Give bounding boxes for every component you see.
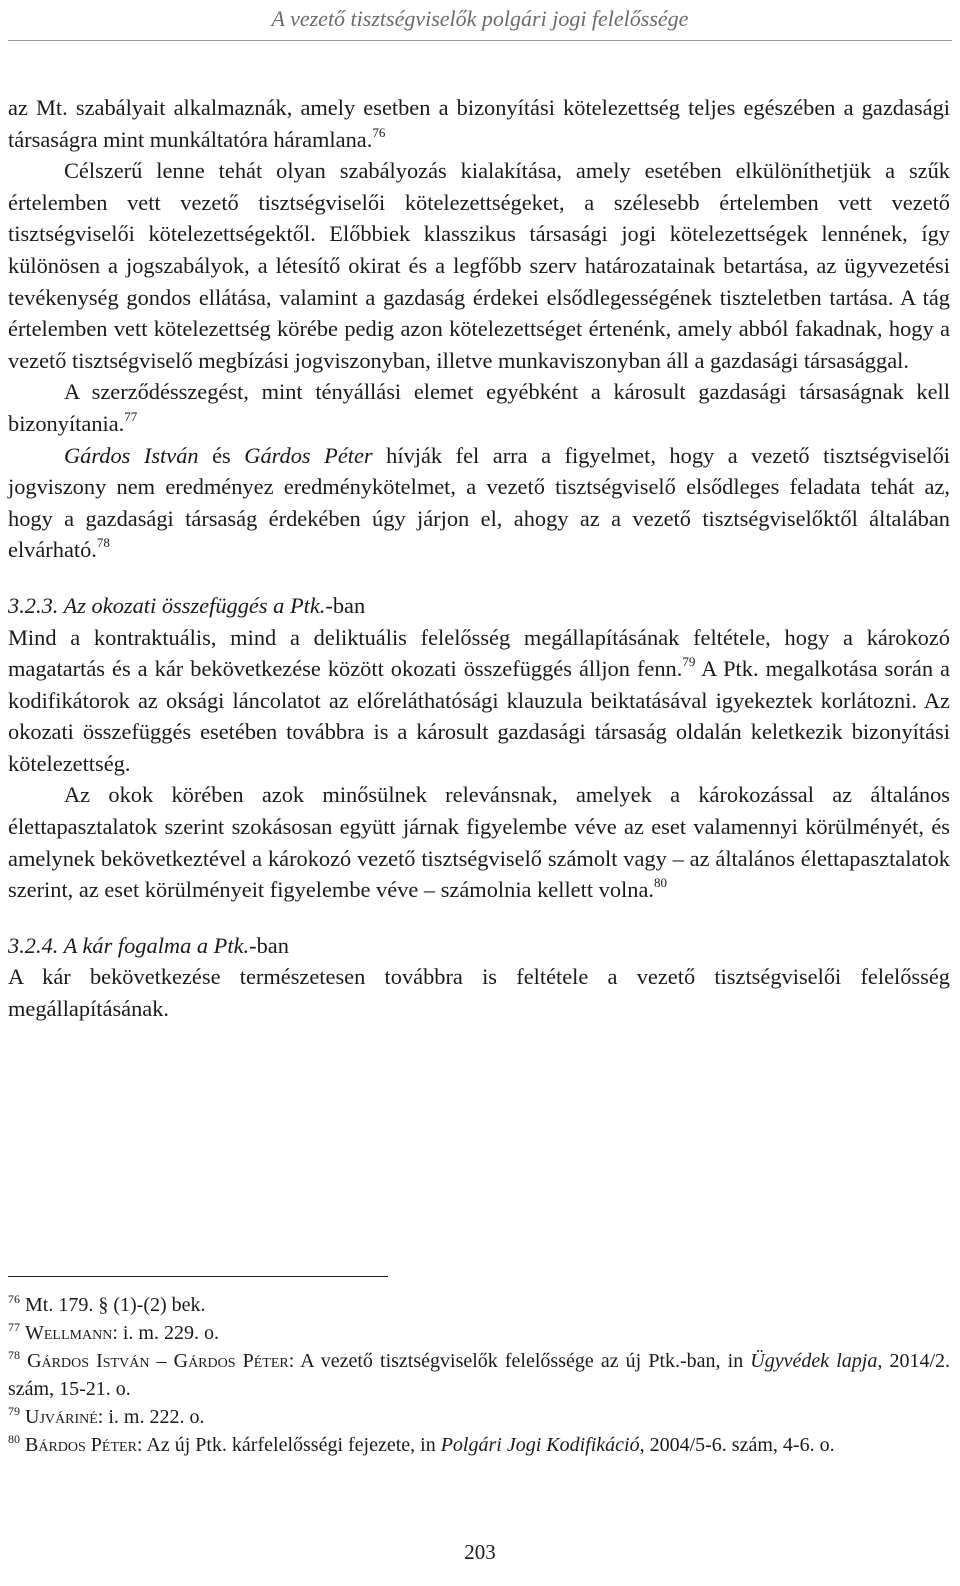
- footnote-author: Ujváriné: [25, 1406, 98, 1428]
- footnote-author: Wellmann: [25, 1322, 113, 1344]
- footnote-ref[interactable]: 76: [372, 124, 386, 140]
- paragraph-text: A kár bekövetkezése természetesen továbbra is feltétele a vezető tisztségviselői felelősség megállapításának.: [8, 964, 950, 1022]
- paragraph: [8, 440, 950, 566]
- footnote-rule: [8, 1276, 388, 1277]
- footnote-ref[interactable]: 79: [682, 654, 696, 670]
- paragraph-text: az Mt. szabályait alkalmaznák, amely esetben a bizonyítási kötelezettség teljes egészében a gazdasági társaságra mint munkáltatóra háramlana.: [8, 95, 950, 152]
- author-name: Gárdos Péter: [244, 442, 373, 468]
- paragraph-text: Célszerű lenne tehát olyan szabályozás kialakítása, amely esetében elkülöníthetjük a szűk értelemben vett vezető tisztségviselői kötelezettségeket, a szélesebb értelemben vett vezető tisztségviselői kötelezettségektől. Előbbiek klasszikus társasági jogi kötelezettségek lennének, így különösen a jogszabályok, a létesítő okirat és a legfőbb szerv határozatainak betartása, az ügyvezetési tevékenység gondos ellátása, valamint a gazdaság érdekei elsődlegességének tiszteletben tartása. A tág értelemben vett kötelezettség körébe pedig azon kötelezettséget értenénk, amely abból fakadnak, hogy a vezető tisztségviselő megbízási jogviszonyban, illetve munkaviszonyban áll a gazdasági társasággal.: [8, 158, 950, 373]
- footnote-text: : i. m. 222. o.: [97, 1406, 205, 1428]
- footnote-text: : i. m. 229. o.: [112, 1322, 219, 1344]
- footnote-author: Bárdos Péter: [25, 1434, 137, 1456]
- conjunction: és: [198, 442, 245, 468]
- paragraph-text: A szerződésszegést, mint tényállási elemet egyébként a károsult gazdasági társaságnak kell bizonyítania.: [8, 379, 950, 436]
- header-rule: [8, 40, 952, 41]
- footnote-journal: Ügyvédek lapja,: [750, 1350, 883, 1372]
- footnote-ref[interactable]: 78: [96, 535, 110, 551]
- footnote: [8, 1291, 950, 1319]
- footnote: [8, 1403, 950, 1431]
- body-text: [8, 92, 950, 1025]
- footnote-author: Gárdos István – Gárdos Péter: [27, 1350, 289, 1372]
- paragraph-text: A Ptk. megalkotása során a kodifikátorok az oksági láncolatot az előreláthatósági klauzula beiktatásával igyekeztek korlátozni. Az okozati összefüggés esetében továbbra is a károsult gazdasági társaság oldalán keletkezik bizonyítási kötelezettség.: [8, 656, 950, 776]
- paragraph: [8, 779, 950, 905]
- paragraph: [8, 92, 950, 155]
- paragraph: [8, 155, 950, 376]
- paragraph-text: Az okok körében azok minősülnek relevánsnak, amelyek a károkozással az általános élettapasztalatok szerint szokásosan együtt járnak figyelembe véve az eset valamennyi körülményét, és amelynek bekövetkeztével a károkozó vezető tisztségviselő számolt vagy – az általános élettapasztalatok szerint, az eset körülményeit figyelembe véve – számolnia kellett volna.: [8, 782, 950, 903]
- footnote-number: 76: [8, 1292, 20, 1306]
- running-header: A vezető tisztségviselők polgári jogi felelőssége: [271, 6, 689, 31]
- paragraph-text: Mind a kontraktuális, mind a deliktuális felelősség megállapításának feltétele, hogy a károkozó magatartás és a kár bekövetkezése között okozati összefüggés álljon fenn.: [8, 624, 950, 682]
- footnote-number: 80: [8, 1432, 20, 1446]
- footnote-number: 77: [8, 1320, 20, 1334]
- heading-text: 3.2.3. Az okozati összefüggés a Ptk.: [8, 592, 326, 618]
- footnote-text: : A vezető tisztségviselők felelőssége az új Ptk.-ban, in: [288, 1350, 751, 1372]
- author-name: Gárdos István: [64, 442, 199, 468]
- paragraph-text: hívják fel arra a figyelmet, hogy a vezető tisztségviselői jogviszony nem eredményez eredménykötelmet, a vezető tisztségviselő elsődleges feladata tehát az, hogy a gazdasági társaság érdekében úgy járjon el, ahogy az a vezető tisztségviselőktől általában elvárható.: [8, 442, 950, 563]
- footnote-text: 2004/5-6. szám, 4-6. o.: [644, 1434, 835, 1456]
- footnote-journal: Polgári Jogi Kodifikáció,: [440, 1434, 645, 1456]
- footnotes: [8, 1276, 950, 1459]
- paragraph: [8, 622, 950, 780]
- section-heading: [8, 590, 950, 622]
- heading-text: 3.2.4. A kár fogalma a Ptk.: [8, 932, 250, 958]
- paragraph: [8, 961, 950, 1024]
- footnote-text: : Az új Ptk. kárfelelősségi fejezete, in: [136, 1434, 441, 1456]
- footnote: [8, 1347, 950, 1403]
- footnote-ref[interactable]: 80: [653, 875, 667, 891]
- footnote-text: Mt. 179. § (1)-(2) bek.: [25, 1294, 206, 1316]
- footnote-number: 79: [8, 1404, 20, 1418]
- heading-suffix: -ban: [325, 592, 366, 618]
- section-heading: [8, 930, 950, 962]
- paragraph: [8, 376, 950, 439]
- page-number: 203: [464, 1540, 496, 1564]
- footnote: [8, 1431, 950, 1459]
- heading-suffix: -ban: [249, 932, 289, 958]
- footnote: [8, 1319, 950, 1347]
- footnote-text: 2014/2. szám, 15-21. o.: [8, 1350, 950, 1400]
- footnote-number: 78: [8, 1348, 20, 1362]
- footnote-ref[interactable]: 77: [124, 408, 138, 424]
